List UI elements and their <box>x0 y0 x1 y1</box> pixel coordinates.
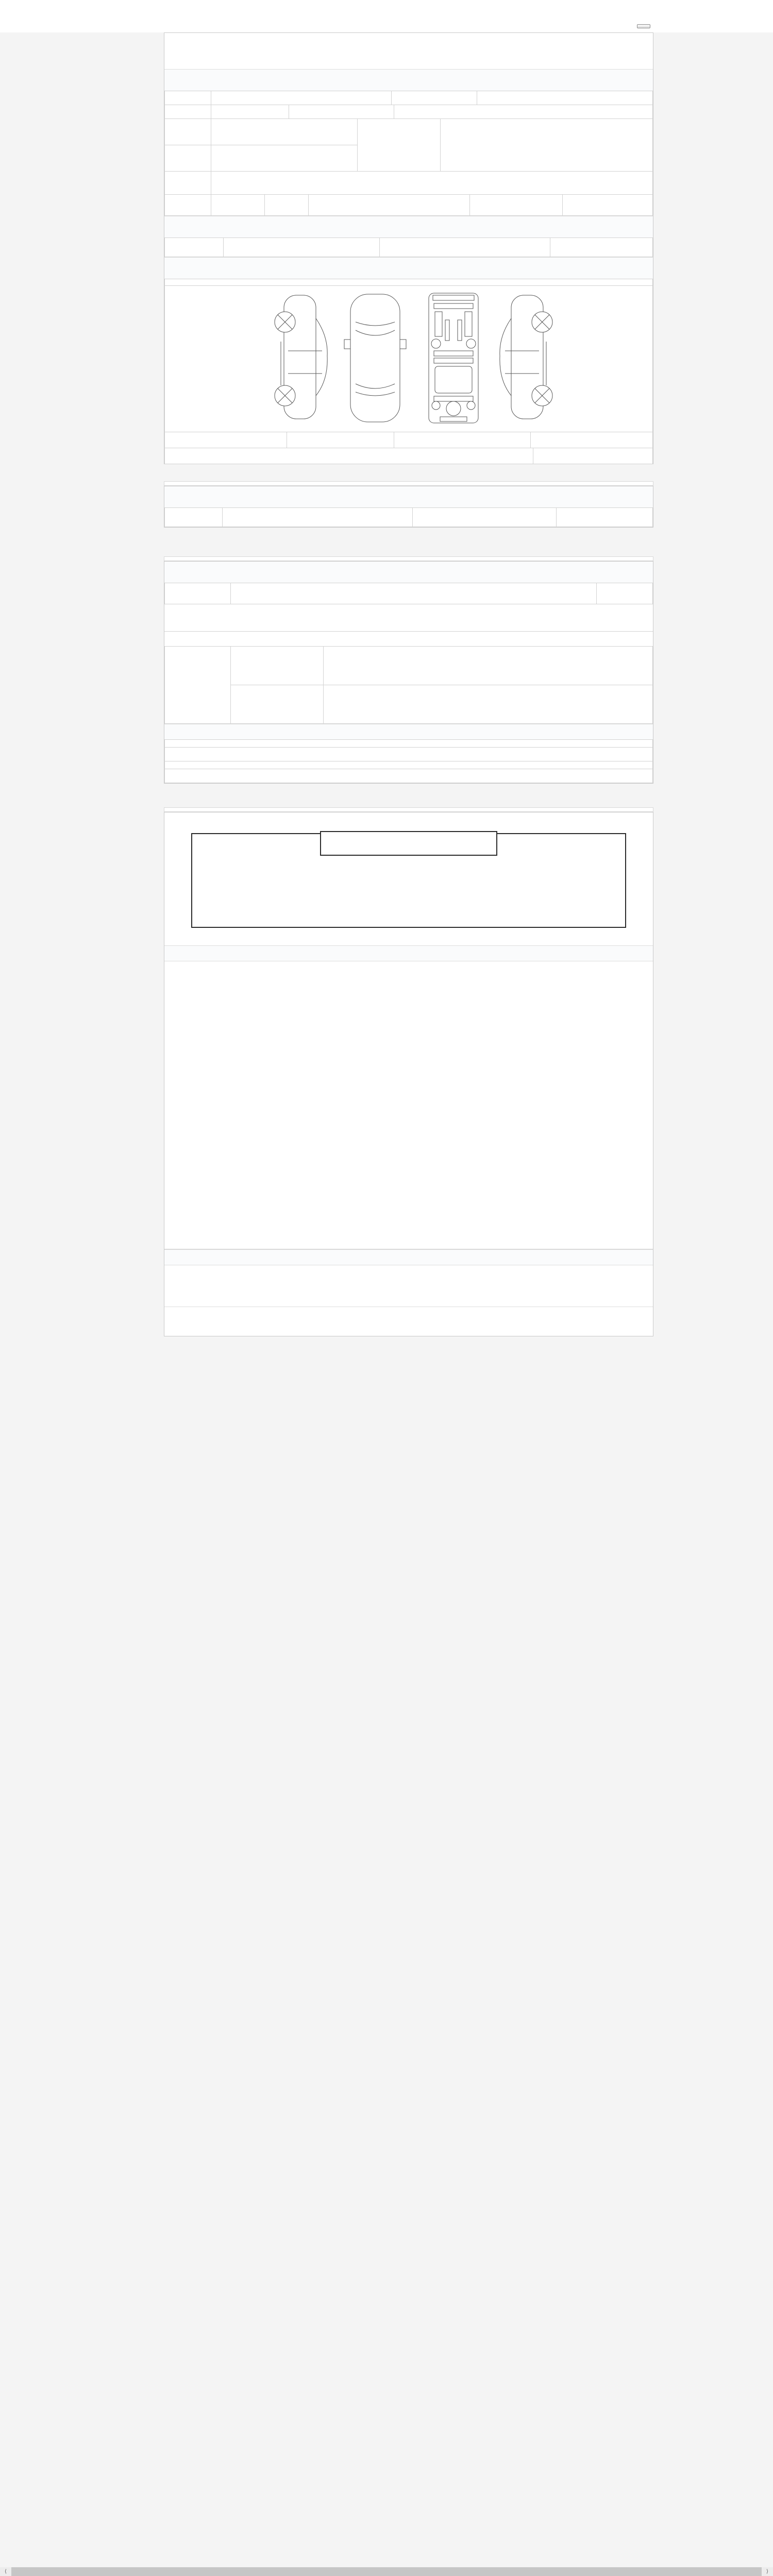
price-basis-note <box>164 632 653 647</box>
field-reg-no <box>392 91 477 105</box>
scrollbar-thumb[interactable] <box>11 2567 762 2576</box>
basic-row-34 <box>164 118 653 172</box>
field-submodel[interactable] <box>211 91 391 105</box>
section-basic-header <box>164 69 653 91</box>
other-header-price <box>597 583 653 604</box>
exchange-price-header <box>533 448 652 464</box>
overall-condition-table <box>164 238 653 257</box>
field-first-reg-value[interactable] <box>211 119 357 145</box>
field-warranty-type <box>265 195 309 216</box>
field-transmission <box>358 119 441 172</box>
exchange-header-row <box>164 448 653 464</box>
exchange-label <box>165 448 533 464</box>
simple-repair-state <box>531 432 653 448</box>
field-vin <box>165 145 211 172</box>
scroll-left-arrow[interactable]: ⟨ <box>5 2569 7 2574</box>
field-car-name <box>165 91 211 105</box>
accident-history-row <box>164 432 653 448</box>
definition-title <box>320 831 497 856</box>
horizontal-scrollbar[interactable] <box>0 2567 773 2576</box>
opinion-row-appraiser <box>230 685 323 724</box>
field-engine-type-value[interactable] <box>211 195 264 216</box>
accident-history-state <box>287 432 394 448</box>
warranty-options <box>309 195 470 216</box>
print-button[interactable] <box>637 24 650 28</box>
field-transmission-options <box>441 119 653 172</box>
section-overall-header <box>164 216 653 238</box>
detail-condition-table <box>164 507 653 527</box>
car-diagram-svg <box>165 290 653 425</box>
basic-row-2 <box>164 105 653 119</box>
detail-header-price <box>557 508 653 527</box>
page-3 <box>164 561 653 784</box>
detail-header-item <box>222 508 412 527</box>
state-code-legend <box>164 279 653 286</box>
opinion-table <box>164 646 653 724</box>
car-damage-diagram <box>164 285 653 432</box>
field-first-reg <box>165 119 211 145</box>
overall-header-price <box>550 238 653 257</box>
page-strip-2 <box>164 481 653 486</box>
section-sign-header <box>164 1249 653 1265</box>
opinion-inspector-value[interactable] <box>323 647 652 685</box>
price-base-unit <box>562 195 652 216</box>
basic-row-5 <box>164 171 653 195</box>
field-inspection-value[interactable] <box>394 105 653 119</box>
notice-section-a-list <box>164 747 653 761</box>
page-strip-4 <box>164 807 653 812</box>
other-header-item <box>230 583 596 604</box>
field-fuel <box>165 172 211 195</box>
final-price-row <box>164 604 653 632</box>
footer-note <box>164 1327 653 1331</box>
section-other-header <box>164 562 653 583</box>
inspection-photo-area <box>164 961 653 1249</box>
page-2 <box>164 486 653 528</box>
field-engine-type <box>165 195 211 216</box>
top-white-band <box>0 0 773 20</box>
section-detail-header <box>164 486 653 508</box>
basic-row-1 <box>164 91 653 105</box>
overall-header-item <box>379 238 550 257</box>
fuel-options <box>211 172 652 195</box>
simple-repair-label <box>394 432 531 448</box>
accident-history-label <box>165 432 287 448</box>
opinion-appraiser-value[interactable] <box>323 685 652 724</box>
overall-header-usage <box>165 238 224 257</box>
definition-block <box>164 812 653 928</box>
field-year-value[interactable] <box>211 105 289 119</box>
document-header <box>164 33 653 69</box>
page-1 <box>164 32 653 464</box>
scroll-right-arrow[interactable]: ⟩ <box>766 2569 768 2574</box>
buyer-confirm-line <box>164 1307 653 1313</box>
basic-row-6 <box>164 194 653 216</box>
other-info-table <box>164 583 653 604</box>
print-toolbar <box>0 20 773 32</box>
section-accident-header <box>164 257 653 279</box>
field-year <box>165 105 211 119</box>
page-4 <box>164 812 653 1336</box>
notice-section-b-title <box>164 761 653 769</box>
detail-header-device <box>165 508 223 527</box>
field-reg-no-value[interactable] <box>477 91 653 105</box>
signature-block <box>164 1265 653 1336</box>
opinion-row-inspector <box>230 647 323 685</box>
section-photo-header <box>164 945 653 961</box>
section-notice-header <box>164 724 653 740</box>
price-base-label <box>469 195 562 216</box>
detail-header-state <box>413 508 557 527</box>
page-strip-3 <box>164 556 653 561</box>
other-header-blank <box>165 583 231 604</box>
notice-section-a-title <box>164 739 653 748</box>
opinion-label <box>165 647 231 724</box>
notice-section-b-list <box>164 769 653 783</box>
field-vin-value[interactable] <box>211 145 357 172</box>
field-inspection-period <box>289 105 394 119</box>
overall-header-state <box>223 238 379 257</box>
